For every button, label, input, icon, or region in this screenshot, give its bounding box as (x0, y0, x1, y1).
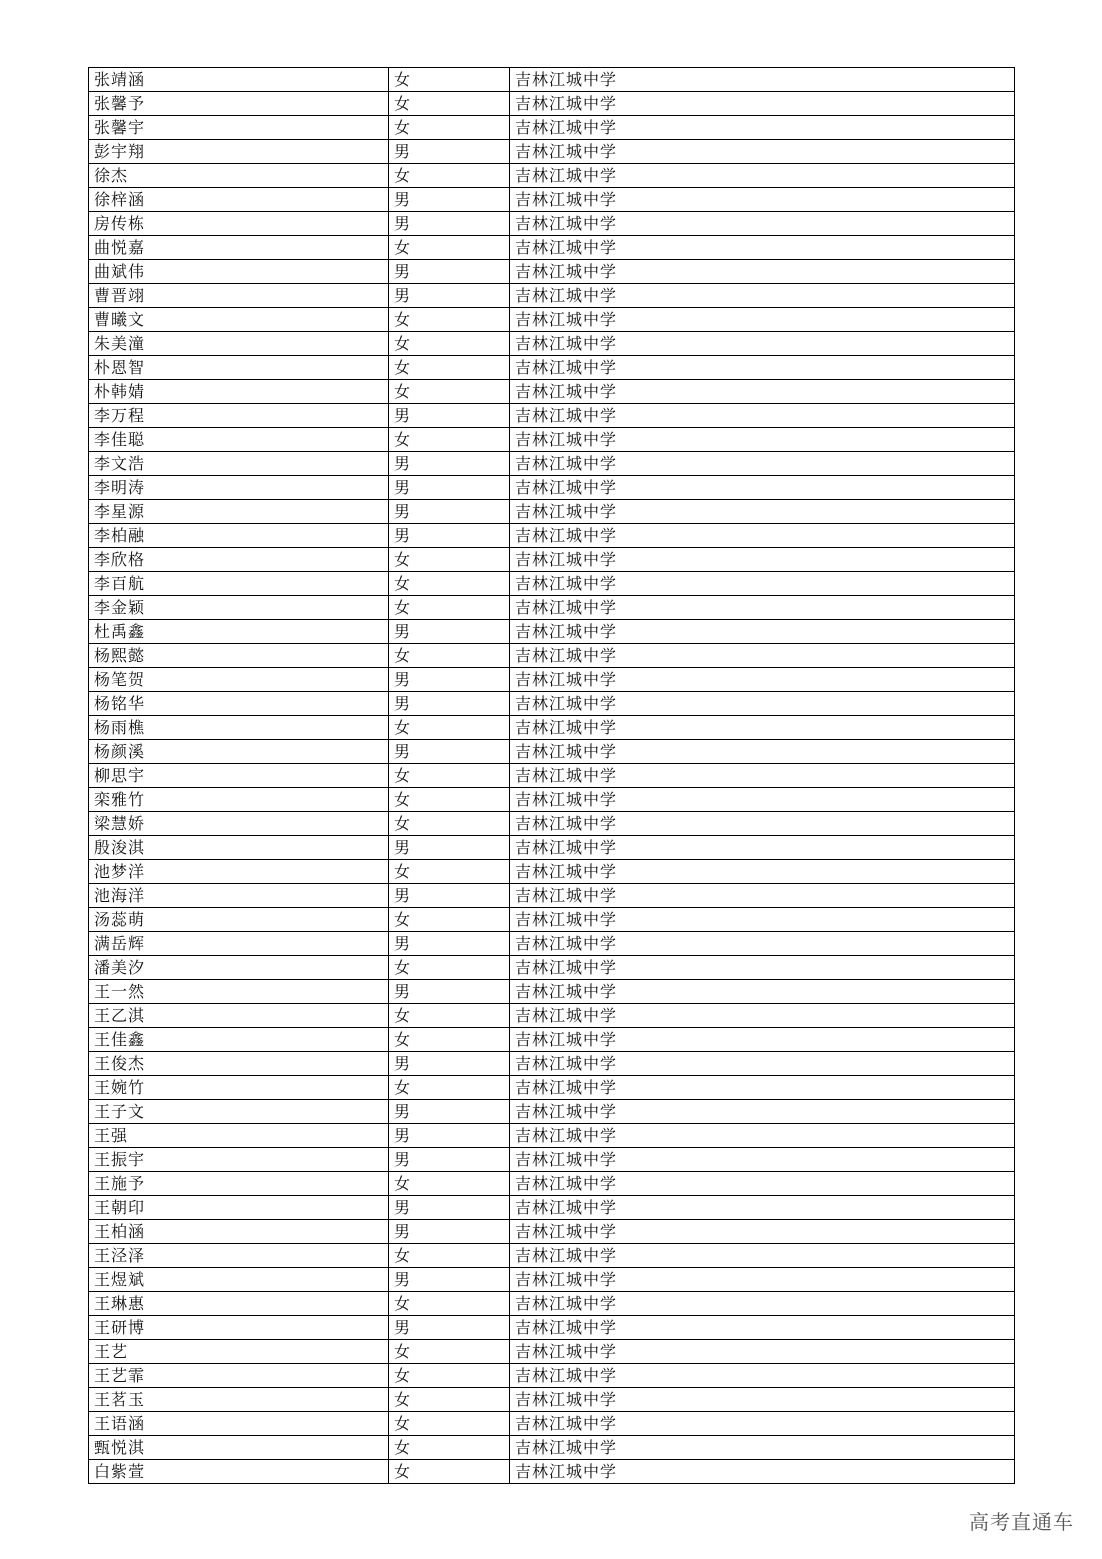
table-row (89, 692, 1015, 716)
table-row (89, 1412, 1015, 1436)
gender-cell: 女 (389, 1340, 510, 1364)
name-cell: 池梦洋 (89, 860, 389, 884)
table-row (89, 236, 1015, 260)
name-cell: 白紫萱 (89, 1460, 389, 1484)
name-cell: 王子文 (89, 1100, 389, 1124)
name-cell: 彭宇翔 (89, 140, 389, 164)
school-cell: 吉林江城中学 (510, 1244, 1015, 1268)
gender-cell: 女 (389, 908, 510, 932)
name-cell: 李明涛 (89, 476, 389, 500)
gender-cell: 女 (389, 68, 510, 92)
name-cell: 曹曦文 (89, 308, 389, 332)
gender-cell: 男 (389, 884, 510, 908)
name-cell: 王琳惠 (89, 1292, 389, 1316)
gender-cell: 男 (389, 1100, 510, 1124)
gender-cell: 女 (389, 308, 510, 332)
name-cell: 李佳聪 (89, 428, 389, 452)
school-cell: 吉林江城中学 (510, 380, 1015, 404)
school-cell: 吉林江城中学 (510, 1124, 1015, 1148)
name-cell: 王茗玉 (89, 1388, 389, 1412)
table-row (89, 1292, 1015, 1316)
table-row (89, 620, 1015, 644)
school-cell: 吉林江城中学 (510, 1004, 1015, 1028)
table-row (89, 1364, 1015, 1388)
table-row (89, 596, 1015, 620)
school-cell: 吉林江城中学 (510, 788, 1015, 812)
table-row (89, 212, 1015, 236)
table-row (89, 1100, 1015, 1124)
school-cell: 吉林江城中学 (510, 428, 1015, 452)
school-cell: 吉林江城中学 (510, 68, 1015, 92)
school-cell: 吉林江城中学 (510, 1460, 1015, 1484)
table-row (89, 1124, 1015, 1148)
gender-cell: 女 (389, 812, 510, 836)
table-row (89, 548, 1015, 572)
gender-cell: 男 (389, 140, 510, 164)
table-row (89, 884, 1015, 908)
gender-cell: 男 (389, 1196, 510, 1220)
table-row (89, 92, 1015, 116)
name-cell: 满岳辉 (89, 932, 389, 956)
gender-cell: 女 (389, 1028, 510, 1052)
name-cell: 王煜斌 (89, 1268, 389, 1292)
school-cell: 吉林江城中学 (510, 1076, 1015, 1100)
name-cell: 王泾泽 (89, 1244, 389, 1268)
gender-cell: 男 (389, 1124, 510, 1148)
school-cell: 吉林江城中学 (510, 404, 1015, 428)
gender-cell: 女 (389, 1388, 510, 1412)
table-row (89, 1268, 1015, 1292)
gender-cell: 女 (389, 1412, 510, 1436)
name-cell: 房传栋 (89, 212, 389, 236)
school-cell: 吉林江城中学 (510, 1316, 1015, 1340)
gender-cell: 女 (389, 332, 510, 356)
table-row (89, 1436, 1015, 1460)
table-row (89, 932, 1015, 956)
table-row (89, 284, 1015, 308)
name-cell: 王一然 (89, 980, 389, 1004)
school-cell: 吉林江城中学 (510, 1340, 1015, 1364)
table-row (89, 1052, 1015, 1076)
gender-cell: 女 (389, 380, 510, 404)
gender-cell: 男 (389, 668, 510, 692)
name-cell: 张馨宇 (89, 116, 389, 140)
table-row (89, 836, 1015, 860)
student-list-body (89, 68, 1015, 1484)
table-row (89, 1004, 1015, 1028)
school-cell: 吉林江城中学 (510, 620, 1015, 644)
school-cell: 吉林江城中学 (510, 308, 1015, 332)
table-row (89, 572, 1015, 596)
name-cell: 杨雨樵 (89, 716, 389, 740)
name-cell: 王乙淇 (89, 1004, 389, 1028)
gender-cell: 男 (389, 1148, 510, 1172)
school-cell: 吉林江城中学 (510, 812, 1015, 836)
gender-cell: 男 (389, 1220, 510, 1244)
table-row (89, 380, 1015, 404)
table-row (89, 524, 1015, 548)
school-cell: 吉林江城中学 (510, 1364, 1015, 1388)
table-row (89, 356, 1015, 380)
school-cell: 吉林江城中学 (510, 836, 1015, 860)
name-cell: 曲斌伟 (89, 260, 389, 284)
name-cell: 徐梓涵 (89, 188, 389, 212)
table-row (89, 68, 1015, 92)
name-cell: 王柏涵 (89, 1220, 389, 1244)
school-cell: 吉林江城中学 (510, 572, 1015, 596)
gender-cell: 男 (389, 1316, 510, 1340)
table-row (89, 1316, 1015, 1340)
name-cell: 李万程 (89, 404, 389, 428)
gender-cell: 女 (389, 956, 510, 980)
school-cell: 吉林江城中学 (510, 716, 1015, 740)
name-cell: 李文浩 (89, 452, 389, 476)
name-cell: 杜禹鑫 (89, 620, 389, 644)
table-row (89, 1220, 1015, 1244)
gender-cell: 男 (389, 692, 510, 716)
name-cell: 王研博 (89, 1316, 389, 1340)
name-cell: 李金颖 (89, 596, 389, 620)
name-cell: 曹晋翊 (89, 284, 389, 308)
name-cell: 杨颜溪 (89, 740, 389, 764)
table-row (89, 860, 1015, 884)
gender-cell: 男 (389, 836, 510, 860)
table-row (89, 308, 1015, 332)
name-cell: 张馨予 (89, 92, 389, 116)
school-cell: 吉林江城中学 (510, 1100, 1015, 1124)
name-cell: 杨铭华 (89, 692, 389, 716)
gender-cell: 女 (389, 788, 510, 812)
school-cell: 吉林江城中学 (510, 980, 1015, 1004)
name-cell: 王艺 (89, 1340, 389, 1364)
gender-cell: 女 (389, 428, 510, 452)
table-row (89, 428, 1015, 452)
table-row (89, 788, 1015, 812)
school-cell: 吉林江城中学 (510, 140, 1015, 164)
name-cell: 徐杰 (89, 164, 389, 188)
school-cell: 吉林江城中学 (510, 116, 1015, 140)
table-row (89, 476, 1015, 500)
school-cell: 吉林江城中学 (510, 500, 1015, 524)
school-cell: 吉林江城中学 (510, 908, 1015, 932)
gender-cell: 女 (389, 164, 510, 188)
name-cell: 李星源 (89, 500, 389, 524)
name-cell: 李百航 (89, 572, 389, 596)
name-cell: 柳思宇 (89, 764, 389, 788)
table-row (89, 764, 1015, 788)
gender-cell: 女 (389, 596, 510, 620)
school-cell: 吉林江城中学 (510, 1220, 1015, 1244)
table-row (89, 908, 1015, 932)
gender-cell: 女 (389, 764, 510, 788)
school-cell: 吉林江城中学 (510, 1436, 1015, 1460)
table-row (89, 188, 1015, 212)
school-cell: 吉林江城中学 (510, 476, 1015, 500)
gender-cell: 男 (389, 740, 510, 764)
table-row (89, 716, 1015, 740)
school-cell: 吉林江城中学 (510, 884, 1015, 908)
gender-cell: 女 (389, 1244, 510, 1268)
gender-cell: 男 (389, 980, 510, 1004)
table-row (89, 1244, 1015, 1268)
school-cell: 吉林江城中学 (510, 356, 1015, 380)
name-cell: 栾雅竹 (89, 788, 389, 812)
table-row (89, 980, 1015, 1004)
gender-cell: 男 (389, 1052, 510, 1076)
name-cell: 潘美汐 (89, 956, 389, 980)
watermark-text: 高考直通车 (969, 1510, 1074, 1534)
gender-cell: 女 (389, 1436, 510, 1460)
gender-cell: 男 (389, 1268, 510, 1292)
table-row (89, 1076, 1015, 1100)
gender-cell: 女 (389, 716, 510, 740)
name-cell: 曲悦嘉 (89, 236, 389, 260)
school-cell: 吉林江城中学 (510, 260, 1015, 284)
gender-cell: 女 (389, 548, 510, 572)
gender-cell: 女 (389, 116, 510, 140)
gender-cell: 女 (389, 92, 510, 116)
name-cell: 王艺霏 (89, 1364, 389, 1388)
name-cell: 王婉竹 (89, 1076, 389, 1100)
name-cell: 汤蕊萌 (89, 908, 389, 932)
table-row (89, 116, 1015, 140)
student-list-table (88, 67, 1015, 1484)
name-cell: 张靖涵 (89, 68, 389, 92)
table-row (89, 452, 1015, 476)
gender-cell: 男 (389, 188, 510, 212)
gender-cell: 男 (389, 524, 510, 548)
name-cell: 王佳鑫 (89, 1028, 389, 1052)
school-cell: 吉林江城中学 (510, 1028, 1015, 1052)
table-row (89, 1460, 1015, 1484)
gender-cell: 男 (389, 212, 510, 236)
gender-cell: 男 (389, 284, 510, 308)
school-cell: 吉林江城中学 (510, 452, 1015, 476)
school-cell: 吉林江城中学 (510, 548, 1015, 572)
table-row (89, 1028, 1015, 1052)
school-cell: 吉林江城中学 (510, 1052, 1015, 1076)
gender-cell: 女 (389, 572, 510, 596)
name-cell: 殷浚淇 (89, 836, 389, 860)
school-cell: 吉林江城中学 (510, 644, 1015, 668)
gender-cell: 女 (389, 1172, 510, 1196)
name-cell: 王施予 (89, 1172, 389, 1196)
school-cell: 吉林江城中学 (510, 596, 1015, 620)
table-row (89, 668, 1015, 692)
name-cell: 杨熙懿 (89, 644, 389, 668)
table-row (89, 1340, 1015, 1364)
gender-cell: 男 (389, 620, 510, 644)
table-row (89, 956, 1015, 980)
school-cell: 吉林江城中学 (510, 212, 1015, 236)
table-row (89, 332, 1015, 356)
gender-cell: 女 (389, 644, 510, 668)
gender-cell: 男 (389, 932, 510, 956)
name-cell: 池海洋 (89, 884, 389, 908)
school-cell: 吉林江城中学 (510, 740, 1015, 764)
name-cell: 朱美潼 (89, 332, 389, 356)
school-cell: 吉林江城中学 (510, 332, 1015, 356)
school-cell: 吉林江城中学 (510, 1412, 1015, 1436)
school-cell: 吉林江城中学 (510, 284, 1015, 308)
gender-cell: 男 (389, 500, 510, 524)
name-cell: 王语涵 (89, 1412, 389, 1436)
school-cell: 吉林江城中学 (510, 1148, 1015, 1172)
school-cell: 吉林江城中学 (510, 1268, 1015, 1292)
gender-cell: 女 (389, 356, 510, 380)
table-row (89, 164, 1015, 188)
gender-cell: 女 (389, 1076, 510, 1100)
table-row (89, 1172, 1015, 1196)
name-cell: 朴韩婧 (89, 380, 389, 404)
school-cell: 吉林江城中学 (510, 668, 1015, 692)
school-cell: 吉林江城中学 (510, 188, 1015, 212)
school-cell: 吉林江城中学 (510, 236, 1015, 260)
school-cell: 吉林江城中学 (510, 164, 1015, 188)
name-cell: 梁慧娇 (89, 812, 389, 836)
gender-cell: 男 (389, 260, 510, 284)
table-row (89, 500, 1015, 524)
school-cell: 吉林江城中学 (510, 692, 1015, 716)
table-row (89, 644, 1015, 668)
gender-cell: 女 (389, 236, 510, 260)
name-cell: 李柏融 (89, 524, 389, 548)
school-cell: 吉林江城中学 (510, 92, 1015, 116)
table-row (89, 140, 1015, 164)
table-row (89, 404, 1015, 428)
school-cell: 吉林江城中学 (510, 1196, 1015, 1220)
name-cell: 杨笔贺 (89, 668, 389, 692)
gender-cell: 女 (389, 1292, 510, 1316)
table-row (89, 260, 1015, 284)
gender-cell: 男 (389, 476, 510, 500)
table-row (89, 740, 1015, 764)
gender-cell: 男 (389, 452, 510, 476)
school-cell: 吉林江城中学 (510, 932, 1015, 956)
name-cell: 甄悦淇 (89, 1436, 389, 1460)
school-cell: 吉林江城中学 (510, 956, 1015, 980)
gender-cell: 男 (389, 404, 510, 428)
gender-cell: 女 (389, 1364, 510, 1388)
table-row (89, 812, 1015, 836)
name-cell: 王振宇 (89, 1148, 389, 1172)
name-cell: 李欣格 (89, 548, 389, 572)
table-row (89, 1148, 1015, 1172)
name-cell: 朴恩智 (89, 356, 389, 380)
table-row (89, 1388, 1015, 1412)
school-cell: 吉林江城中学 (510, 764, 1015, 788)
gender-cell: 女 (389, 860, 510, 884)
school-cell: 吉林江城中学 (510, 1292, 1015, 1316)
name-cell: 王强 (89, 1124, 389, 1148)
name-cell: 王俊杰 (89, 1052, 389, 1076)
school-cell: 吉林江城中学 (510, 524, 1015, 548)
name-cell: 王朝印 (89, 1196, 389, 1220)
gender-cell: 女 (389, 1004, 510, 1028)
school-cell: 吉林江城中学 (510, 1172, 1015, 1196)
school-cell: 吉林江城中学 (510, 860, 1015, 884)
school-cell: 吉林江城中学 (510, 1388, 1015, 1412)
gender-cell: 女 (389, 1460, 510, 1484)
table-row (89, 1196, 1015, 1220)
